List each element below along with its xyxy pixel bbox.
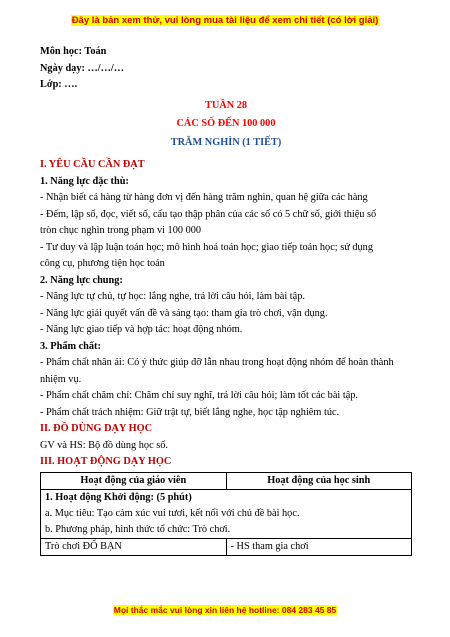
table-row	[41, 538, 412, 555]
section-1-sub-2-line: - Năng lực tự chủ, tự học: lắng nghe, trả lời câu hỏi, làm bài tập.	[40, 291, 305, 302]
activity-title: 1. Hoạt động Khởi động: (5 phút)	[45, 491, 192, 503]
class-line: Lớp: ….	[40, 79, 78, 90]
activity-line: b. Phương pháp, hình thức tổ chức: Trò chơi.	[45, 523, 231, 535]
preview-banner-text: Đây là bản xem thử, vui lòng mua tài liệu để xem chi tiết (có lời giải)	[71, 15, 379, 26]
subject-line: Môn học: Toán	[40, 46, 107, 57]
activity-table	[40, 472, 412, 556]
hotline-footer	[0, 605, 450, 615]
date-line: Ngày dạy: …/…/…	[40, 62, 125, 74]
section-1-sub-1-line: công cụ, phương tiện học toán	[40, 258, 165, 269]
hotline-text: Mọi thắc mắc vui lòng xin liên hệ hotline: 084 283 45 85	[113, 605, 337, 615]
student-column-header: Hoạt động của học sinh	[226, 472, 412, 489]
section-1-sub-2-line: - Năng lực giao tiếp và hợp tác: hoạt động nhóm.	[40, 324, 243, 335]
section-1-sub-1-line: tròn chục nghìn trong phạm vi 100 000	[40, 225, 202, 236]
section-1-sub-2: 2. Năng lực chung:	[40, 274, 123, 286]
section-1-sub-3-line: nhiệm vụ.	[40, 373, 82, 385]
unit-title: CÁC SỐ ĐẾN 100 000	[176, 118, 276, 129]
section-1-sub-1-line: - Nhận biết cả hàng từ hàng đơn vị đến hàng trăm nghìn, quan hệ giữa các hàng	[40, 192, 368, 203]
document-body	[40, 44, 412, 556]
section-1-sub-1: 1. Năng lực đặc thù:	[40, 175, 129, 187]
section-2-text: GV và HS: Bộ đồ dùng học số.	[40, 439, 168, 451]
section-1-sub-2-line: - Năng lực giải quyết vấn đề và sáng tạo: tham gia trò chơi, vận dụng.	[40, 307, 328, 319]
section-1-sub-1-line: - Đếm, lập số, đọc, viết số, cấu tạo thập phân của các số có 5 chữ số, giới thiệu số	[40, 208, 377, 220]
table-header-row	[41, 472, 412, 489]
activity-cell	[41, 489, 412, 538]
week-title: TUẦN 28	[204, 99, 248, 111]
section-1-sub-1-line: - Tư duy và lập luận toán học; mô hình hoá toán học; giao tiếp toán học; sử dụng	[40, 241, 373, 253]
table-row	[41, 489, 412, 538]
teacher-cell: Trò chơi ĐỐ BẠN	[41, 538, 227, 555]
activity-line: a. Mục tiêu: Tạo cảm xúc vui tươi, kết nối với chủ đề bài học.	[45, 507, 300, 519]
section-1-sub-3-line: - Phẩm chất nhân ái: Có ý thức giúp đỡ lẫn nhau trong hoạt động nhóm để hoàn thành	[40, 357, 394, 368]
section-1-sub-3: 3. Phẩm chất:	[40, 340, 101, 352]
preview-banner	[0, 15, 450, 26]
section-1-sub-3-line: - Phẩm chất trách nhiệm: Giữ trật tự, biết lắng nghe, học tập nghiêm túc.	[40, 406, 340, 418]
section-1-title: I. YÊU CẦU CẦN ĐẠT	[40, 159, 145, 170]
student-cell: - HS tham gia chơi	[226, 538, 412, 555]
section-2-title: II. ĐỒ DÙNG DẠY HỌC	[40, 423, 153, 434]
teacher-column-header: Hoạt động của giáo viên	[41, 472, 227, 489]
lesson-title: TRĂM NGHÌN (1 TIẾT)	[170, 136, 282, 148]
section-1-sub-3-line: - Phẩm chất chăm chỉ: Chăm chỉ suy nghĩ, trả lời câu hỏi; làm tốt các bài tập.	[40, 390, 358, 401]
section-3-title: III. HOẠT ĐỘNG DẠY HỌC	[40, 456, 172, 467]
